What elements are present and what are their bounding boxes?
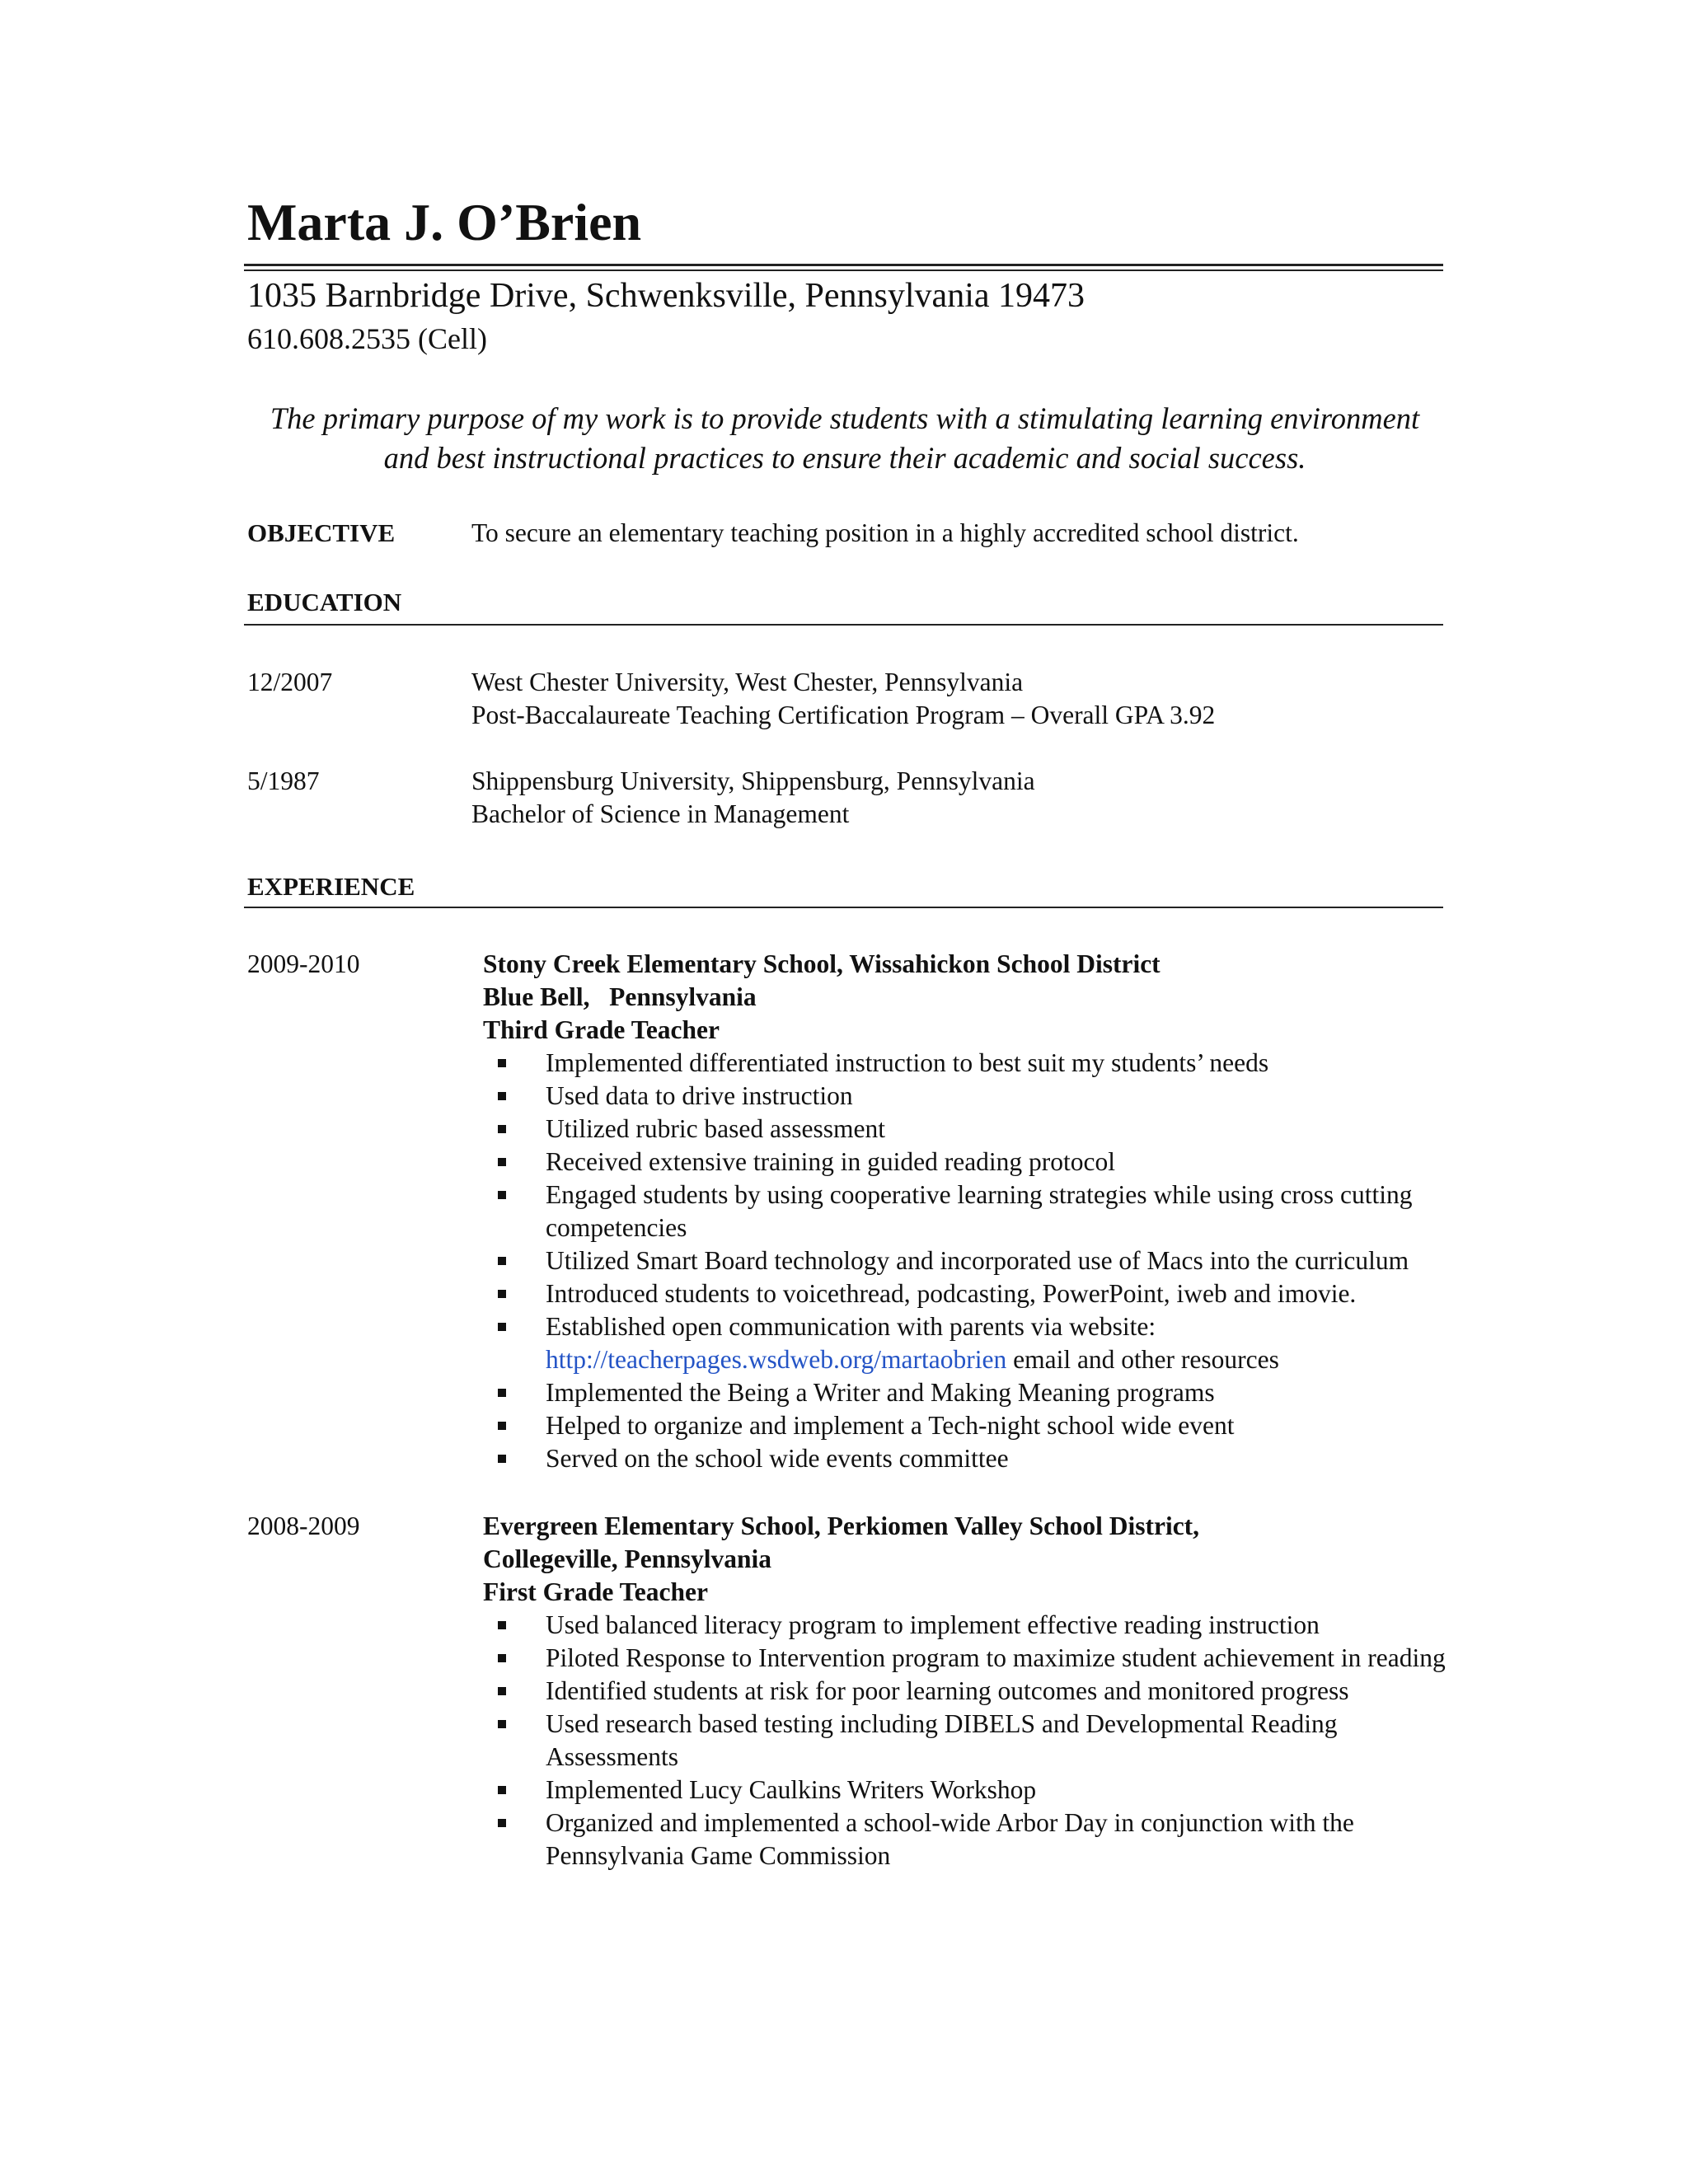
education-institution: West Chester University, West Chester, Pennsylvania [471, 668, 1024, 696]
list-item: Received extensive training in guided reading protocol [483, 1146, 1452, 1179]
address: 1035 Barnbridge Drive, Schwenksville, Pennsylvania 19473 [247, 277, 1085, 315]
job-duties-list [483, 1609, 1452, 1872]
list-item: Helped to organize and implement a Tech-night school wide event [483, 1409, 1452, 1442]
job-entry [483, 1510, 1452, 1872]
list-item: Identified students at risk for poor learning outcomes and monitored progress [483, 1675, 1452, 1708]
education-rule [244, 624, 1443, 626]
list-item: Served on the school wide events committee [483, 1442, 1452, 1475]
objective-heading: OBJECTIVE [247, 518, 396, 547]
list-item: Utilized Smart Board technology and incorporated use of Macs into the curriculum [483, 1244, 1452, 1277]
experience-rule [244, 907, 1443, 908]
list-item: Used research based testing including DIBELS and Developmental Reading Assessments [483, 1708, 1452, 1774]
list-item-text: Established open communication with parents via website: [546, 1312, 1156, 1341]
list-item: Used data to drive instruction [483, 1080, 1452, 1113]
teacher-website-link[interactable]: http://teacherpages.wsdweb.org/martaobrien [546, 1345, 1007, 1374]
list-item [483, 1310, 1452, 1376]
objective-text: To secure an elementary teaching position in a highly accredited school district. [471, 518, 1299, 547]
mission-line-2: and best instructional practices to ensure their academic and social success. [383, 441, 1306, 475]
education-program: Bachelor of Science in Management [471, 799, 850, 828]
phone-number: 610.608.2535 (Cell) [247, 322, 487, 355]
experience-heading: EXPERIENCE [247, 872, 415, 901]
header-rule-thick [244, 264, 1443, 266]
list-item: Used balanced literacy program to implement effective reading instruction [483, 1609, 1452, 1642]
job-location: Blue Bell, Pennsylvania [483, 982, 757, 1011]
job-title: First Grade Teacher [483, 1577, 708, 1606]
list-item-text: email and other resources [1006, 1345, 1279, 1374]
job-entry [483, 948, 1452, 1475]
list-item: Implemented the Being a Writer and Making Meaning programs [483, 1376, 1452, 1409]
education-heading: EDUCATION [247, 588, 402, 616]
education-date: 5/1987 [247, 766, 320, 795]
list-item: Implemented differentiated instruction to best suit my students’ needs [483, 1047, 1452, 1080]
job-school: Stony Creek Elementary School, Wissahickon School District [483, 949, 1160, 978]
education-program: Post-Baccalaureate Teaching Certification Program – Overall GPA 3.92 [471, 701, 1216, 729]
job-date: 2008-2009 [247, 1511, 360, 1540]
education-date: 12/2007 [247, 668, 333, 696]
job-title: Third Grade Teacher [483, 1015, 720, 1044]
list-item: Engaged students by using cooperative learning strategies while using cross cutting competencies [483, 1179, 1452, 1244]
list-item: Utilized rubric based assessment [483, 1113, 1452, 1146]
job-date: 2009-2010 [247, 949, 360, 978]
header-rule-thin [244, 269, 1443, 271]
list-item: Organized and implemented a school-wide Arbor Day in conjunction with the Pennsylvania Game Commission [483, 1807, 1452, 1872]
job-duties-list [483, 1047, 1452, 1475]
mission-statement [247, 399, 1442, 478]
education-institution: Shippensburg University, Shippensburg, Pennsylvania [471, 766, 1035, 795]
mission-line-1: The primary purpose of my work is to provide students with a stimulating learning environment [270, 401, 1420, 435]
list-item: Introduced students to voicethread, podcasting, PowerPoint, iweb and imovie. [483, 1277, 1452, 1310]
job-school: Evergreen Elementary School, Perkiomen Valley School District, [483, 1511, 1200, 1540]
candidate-name: Marta J. O’Brien [247, 193, 642, 251]
job-location: Collegeville, Pennsylvania [483, 1544, 771, 1573]
list-item: Implemented Lucy Caulkins Writers Workshop [483, 1774, 1452, 1807]
list-item: Piloted Response to Intervention program to maximize student achievement in reading [483, 1642, 1452, 1675]
